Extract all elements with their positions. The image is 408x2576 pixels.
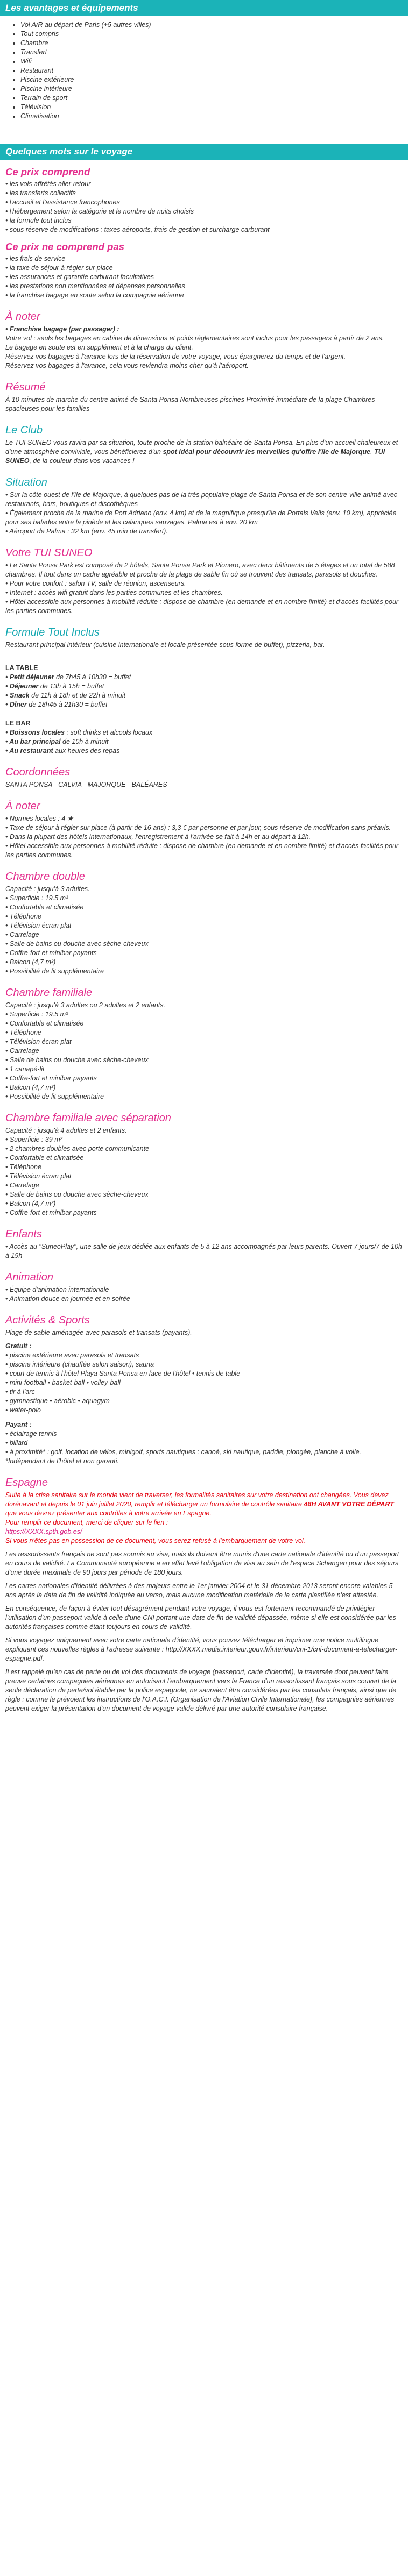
list-item: • Téléphone	[5, 913, 41, 920]
list-item: • Dîner de 18h45 à 21h30 = buffet	[5, 701, 108, 708]
list-item: • les frais de service	[5, 255, 66, 262]
espagne-alert-1: Suite à la crise sanitaire sur le monde vient de traverser, les formalités sanitaires sur votre destination ont changées.	[5, 1491, 352, 1499]
list-item: • Téléphone	[5, 1163, 41, 1171]
list-item: • Confortable et climatisée	[5, 903, 84, 911]
avantage-item: • Vol A/R au départ de Paris (+5 autres villes)	[20, 20, 408, 30]
gratuit-heading: Gratuit :	[5, 1342, 32, 1350]
le-bar-heading: LE BAR	[5, 720, 31, 727]
banner-avantages: Les avantages et équipements	[0, 0, 408, 16]
list-a-noter-1	[5, 325, 403, 371]
list-item: • Aéroport de Palma : 32 km (env. 45 min de transfert).	[5, 528, 168, 535]
espagne-alert	[5, 1491, 403, 1546]
title-espagne: Espagne	[5, 1477, 48, 1489]
list-item: • 2 chambres doubles avec porte communicante	[5, 1145, 150, 1152]
list-item: *Indépendant de l'hôtel et non garanti.	[5, 1457, 119, 1465]
club-text-c: .	[370, 448, 375, 456]
list-item: Capacité : jusqu'à 3 adultes ou 2 adultes et 2 enfants.	[5, 1001, 166, 1009]
list-item: • Télévision écran plat	[5, 1038, 72, 1045]
list-item: • les transferts collectifs	[5, 189, 76, 197]
list-item: • Dans la plupart des hôtels internationaux, l'enregistrement à l'arrivée se fait à 14h et au départ à 12h.	[5, 833, 311, 841]
list-item: • Balcon (4,7 m²)	[5, 1084, 56, 1091]
list-item: • piscine intérieure (chauffée selon saison), sauna	[5, 1361, 154, 1368]
list-item: • les assurances et garantie carburant facultatives	[5, 273, 154, 281]
payant-heading: Payant :	[5, 1421, 32, 1428]
list-a-noter-2	[5, 814, 403, 860]
text-enfants: • Accès au "SuneoPlay", une salle de jeux dédiée aux enfants de 5 à 12 ans accompagnés par leurs parents. Ouvert 7 jours/7 de 10h à 19h	[5, 1243, 402, 1259]
list-item: • Normes locales : 4 ★	[5, 815, 74, 822]
avantage-item: • Télévision	[20, 103, 408, 112]
list-prix-comprend	[5, 180, 403, 234]
title-prix-ne-comprend: Ce prix ne comprend pas	[5, 241, 125, 252]
list-payant	[5, 1429, 403, 1466]
list-item: • water-polo	[5, 1406, 41, 1414]
list-item: • l'hébergement selon la catégorie et le nombre de nuits choisis	[5, 208, 194, 215]
list-item: • Salle de bains ou douche avec sèche-cheveux	[5, 1056, 149, 1064]
list-bar-items	[5, 728, 403, 756]
list-animation	[5, 1285, 403, 1304]
list-item: • Balcon (4,7 m²)	[5, 1200, 56, 1207]
list-item: • Coffre-fort et minibar payants	[5, 1074, 97, 1082]
list-item: • Coffre-fort et minibar payants	[5, 949, 97, 957]
list-item: • éclairage tennis	[5, 1430, 57, 1438]
title-a-noter-1: À noter	[5, 311, 40, 323]
banner-voyage: Quelques mots sur le voyage	[0, 144, 408, 160]
espagne-alert-5: Pour remplir ce document, merci de cliquer sur le lien :	[5, 1519, 168, 1526]
avantage-item: • Restaurant	[20, 66, 408, 75]
avantage-item: • Piscine intérieure	[20, 84, 408, 94]
list-table-items	[5, 673, 403, 709]
title-situation: Situation	[5, 476, 47, 488]
list-item: Votre vol : seuls les bagages en cabine de dimensions et poids réglementaires sont inclus pour les passagers à partir de 2 ans.	[5, 335, 384, 342]
list-item: • Carrelage	[5, 1047, 39, 1055]
avantage-item: • Transfert	[20, 48, 408, 57]
la-table-block	[5, 664, 403, 709]
title-chambre-double: Chambre double	[5, 871, 85, 883]
title-a-noter-2: À noter	[5, 800, 40, 812]
title-coordonnees: Coordonnées	[5, 766, 71, 778]
payant-block	[5, 1420, 403, 1466]
list-item: • Superficie : 39 m²	[5, 1136, 62, 1143]
list-item: • mini-football • basket-ball • volley-ball	[5, 1379, 121, 1386]
section-avantages	[0, 0, 408, 121]
avantage-item: • Tout compris	[20, 30, 408, 39]
list-item: • Hôtel accessible aux personnes à mobilité réduite : dispose de chambre (en demande et en nombre limité) et d'accès facilités pour les parties communes.	[5, 842, 399, 859]
list-prix-ne-comprend	[5, 254, 403, 300]
title-formule: Formule Tout Inclus	[5, 627, 100, 638]
list-item: • la formule tout inclus	[5, 217, 72, 224]
club-text-a: Le TUI SUNEO vous ravira par sa situation, toute proche de la station balnéaire de Santa Ponsa. En plus d'un accueil chaleureux et d'une atmosphère conviviale, vous bénéficierez d'un	[5, 439, 398, 456]
espagne-paragraph: Les cartes nationales d'identité délivrées à des majeurs entre le 1er janvier 2004 et le 31 décembre 2013 seront encore valables 5 ans après la date de fin de validité indiquée au verso, mais aucune modification matérielle de la carte plastifiée n'est attestée.	[5, 1582, 393, 1599]
avantage-item: • Terrain de sport	[20, 94, 408, 103]
avantages-list	[0, 20, 408, 121]
avantage-item: • Climatisation	[20, 112, 408, 121]
text-coordonnees: SANTA PONSA - CALVIA - MAJORQUE - BALÉARES	[5, 781, 167, 788]
espagne-paragraph: Les ressortissants français ne sont pas soumis au visa, mais ils doivent être munis d'une carte nationale d'identité ou d'un passeport en cours de validité. La Communauté européenne a en effet levé l'obligation de visa au sein de l'espace Schengen pour des séjours d'une durée maximale de 90 jours par période de 180 jours.	[5, 1550, 399, 1576]
list-item: • Confortable et climatisée	[5, 1154, 84, 1162]
list-item: • Hôtel accessible aux personnes à mobilité réduite : dispose de chambre (en demande et en nombre limité) et d'accès facilités pour les parties communes.	[5, 598, 399, 615]
list-item: • sous réserve de modifications : taxes aéroports, frais de gestion et surcharge carburant	[5, 226, 270, 233]
title-chambre-familiale-sep: Chambre familiale avec séparation	[5, 1112, 171, 1124]
list-item: • l'accueil et l'assistance francophones	[5, 198, 120, 206]
list-item: • Au bar principal de 10h à minuit	[5, 738, 109, 745]
le-bar-block	[5, 719, 403, 756]
list-item: • Équipe d'animation internationale	[5, 1286, 109, 1293]
club-text-bold: spot idéal pour découvrir les merveilles qu'offre l'île de Majorque	[163, 448, 371, 456]
list-item: • Possibilité de lit supplémentaire	[5, 1093, 104, 1100]
title-votre-tui: Votre TUI SUNEO	[5, 547, 93, 559]
title-chambre-familiale: Chambre familiale	[5, 987, 93, 999]
list-item: • Téléphone	[5, 1029, 41, 1036]
list-item: • Possibilité de lit supplémentaire	[5, 967, 104, 975]
list-item: • Franchise bagage (par passager) :	[5, 325, 119, 333]
avantage-item: • Wifi	[20, 57, 408, 66]
list-item: • Superficie : 19.5 m²	[5, 1011, 68, 1018]
list-item: • Au restaurant aux heures des repas	[5, 747, 120, 755]
list-item: • 1 canapé-lit	[5, 1065, 45, 1073]
espagne-alert-4: que vous devrez présenter aux contrôles à votre arrivée en Espagne.	[5, 1510, 212, 1517]
list-item: • billard	[5, 1439, 28, 1447]
list-chambre-familiale-sep	[5, 1126, 403, 1218]
list-item: • Petit déjeuner de 7h45 à 10h30 = buffet	[5, 673, 131, 681]
list-item: Capacité : jusqu'à 4 adultes et 2 enfants.	[5, 1127, 127, 1134]
list-item: • les prestations non mentionnées et dépenses personnelles	[5, 282, 185, 290]
title-animation: Animation	[5, 1271, 53, 1283]
list-item: Réservez vos bagages à l'avance, cela vous reviendra moins cher qu'à l'aéroport.	[5, 362, 249, 369]
list-item: • à proximité* : golf, location de vélos, minigolf, sports nautiques : canoë, ski nautique, paddle, plongée, planche à voile.	[5, 1448, 362, 1456]
list-item: • Pour votre confort : salon TV, salle de réunion, ascenseurs.	[5, 580, 186, 587]
title-enfants: Enfants	[5, 1228, 42, 1240]
text-activites-intro: Plage de sable aménagée avec parasols et transats (payants).	[5, 1329, 192, 1336]
list-item: • gymnastique • aérobic • aquagym	[5, 1397, 110, 1405]
list-chambre-double	[5, 885, 403, 976]
list-item: Le bagage en soute est en supplément et à la charge du client.	[5, 344, 193, 351]
list-item: • la taxe de séjour à régler sur place	[5, 264, 113, 272]
list-item: • Télévision écran plat	[5, 1172, 72, 1180]
title-activites: Activités & Sports	[5, 1314, 90, 1326]
espagne-form-link[interactable]: https://XXXX.spth.gob.es/	[5, 1528, 82, 1535]
espagne-paragraph: Si vous voyagez uniquement avec votre carte nationale d'identité, vous pouvez télécharger et imprimer une notice multilingue expliquant ces nouvelles règles à l'adresse suivante : http://XXXX.media.interieur.gouv.fr/interieur/cni-1/cni-document-a-telecharger-espagne.pdf.	[5, 1636, 398, 1662]
list-item: Réservez vos bagages à l'avance lors de la réservation de votre voyage, vous épargnerez du temps et de l'argent.	[5, 353, 346, 360]
list-item: • Salle de bains ou douche avec sèche-cheveux	[5, 940, 149, 948]
list-item: • court de tennis à l'hôtel Playa Santa Ponsa en face de l'hôtel • tennis de table	[5, 1370, 241, 1377]
list-item: • Le Santa Ponsa Park est composé de 2 hôtels, Santa Ponsa Park et Pionero, avec deux bâtiments de 5 étages et un total de 588 chambres. Il tout dans un cadre agréable et proche de la plage de sable fin où se trouvent des transats, parasols et douches.	[5, 561, 395, 578]
list-item: • les vols affrétés aller-retour	[5, 180, 91, 188]
text-resume: À 10 minutes de marche du centre animé de Santa Ponsa Nombreuses piscines Proximité immédiate de la plage Chambres spacieuses pour les familles	[5, 396, 375, 412]
avantage-item: • Piscine extérieure	[20, 75, 408, 84]
list-item: • piscine extérieure avec parasols et transats	[5, 1351, 139, 1359]
voyage-content	[0, 165, 408, 1713]
list-item: • Internet : accès wifi gratuit dans les parties communes et les chambres.	[5, 589, 223, 596]
espagne-paragraph: En conséquence, de façon à éviter tout désagrément pendant votre voyage, il vous est fortement recommandé de privilégier l'utilisation d'un passeport valide à celle d'une CNI portant une date de fin de validité dépassée, même si elle est considérée par les autorités françaises comme étant toujours en cours de validité.	[5, 1605, 396, 1631]
list-item: • Coffre-fort et minibar payants	[5, 1209, 97, 1216]
list-item: • Balcon (4,7 m²)	[5, 958, 56, 966]
club-text-e: , de la couleur dans vos vacances !	[29, 457, 135, 465]
list-item: • Déjeuner de 13h à 15h = buffet	[5, 682, 104, 690]
la-table-heading: LA TABLE	[5, 664, 38, 672]
list-item: • Superficie : 19.5 m²	[5, 894, 68, 902]
list-item: • Également proche de la marina de Port Adriano (env. 4 km) et de la magnifique presqu'île de Portals Vells (env. 10 km), appréciée pour ses balades entre la pinède et les calanques sauvages. Palma est à env. 20 km	[5, 509, 397, 526]
text-formule: Restaurant principal intérieur (cuisine internationale et locale présentée sous forme de buffet), pizzeria, bar.	[5, 641, 325, 649]
list-item: • Snack de 11h à 18h et de 22h à minuit	[5, 692, 126, 699]
list-item: • la franchise bagage en soute selon la compagnie aérienne	[5, 291, 184, 299]
list-item: • Confortable et climatisée	[5, 1020, 84, 1027]
espagne-paragraphs	[5, 1550, 403, 1713]
list-item: • Sur la côte ouest de l'île de Majorque, à quelques pas de la très populaire plage de Santa Ponsa et de son centre-ville animé avec restaurants, bars, boutiques et discothèques	[5, 491, 398, 508]
list-item: • Animation douce en journée et en soirée	[5, 1295, 130, 1303]
list-gratuit	[5, 1351, 403, 1415]
title-resume: Résumé	[5, 381, 46, 393]
list-item: Capacité : jusqu'à 3 adultes.	[5, 885, 90, 893]
text-club	[5, 438, 403, 466]
gratuit-block	[5, 1342, 403, 1415]
espagne-alert-deadline: 48H AVANT VOTRE DÉPART	[304, 1500, 394, 1508]
list-item: • Télévision écran plat	[5, 922, 72, 929]
club-text-brand: TUI SUNEO	[5, 448, 385, 465]
list-situation	[5, 490, 403, 536]
espagne-paragraph: Il est rappelé qu'en cas de perte ou de vol des documents de voyage (passeport, carte d'identité), la traversée dont peuvent faire preuve certaines compagnies aériennes en autorisant l'embarquement vers la France d'un ressortissant français sous couvert de la seule déclaration de perte/vol établie par la police espagnole, ne sauraient être considérées par les consulats français, ainsi que de règle : comme le prévoient les instructions de l'O.A.C.I. (Organisation de l'Aviation Civile Internationale), les compagnies aériennes peuvent exiger la présentation d'un document de voyage valide délivré par une autorité consulaire française.	[5, 1668, 397, 1712]
avantage-item: • Chambre	[20, 39, 408, 48]
list-votre-tui	[5, 561, 403, 616]
title-prix-comprend: Ce prix comprend	[5, 166, 90, 177]
list-item: • Carrelage	[5, 1182, 39, 1189]
list-chambre-familiale	[5, 1001, 403, 1101]
list-item: • Salle de bains ou douche avec sèche-cheveux	[5, 1191, 149, 1198]
list-item: • Taxe de séjour à régler sur place (à partir de 16 ans) : 3,3 € par personne et par jour, sous réserve de modification sans préavis.	[5, 824, 391, 831]
espagne-alert-2: Vous devez dorénavant et depuis le 01 juin juillet 2020, remplir et télécharger un formulaire de contrôle sanitaire	[5, 1491, 389, 1508]
title-club: Le Club	[5, 424, 43, 436]
list-item: • tir à l'arc	[5, 1388, 35, 1396]
list-item: • Boissons locales : soft drinks et alcools locaux	[5, 729, 153, 736]
espagne-alert-6: Si vous n'êtes pas en possession de ce document, vous serez refusé à l'embarquement de votre vol.	[5, 1537, 306, 1545]
list-item: • Carrelage	[5, 931, 39, 938]
